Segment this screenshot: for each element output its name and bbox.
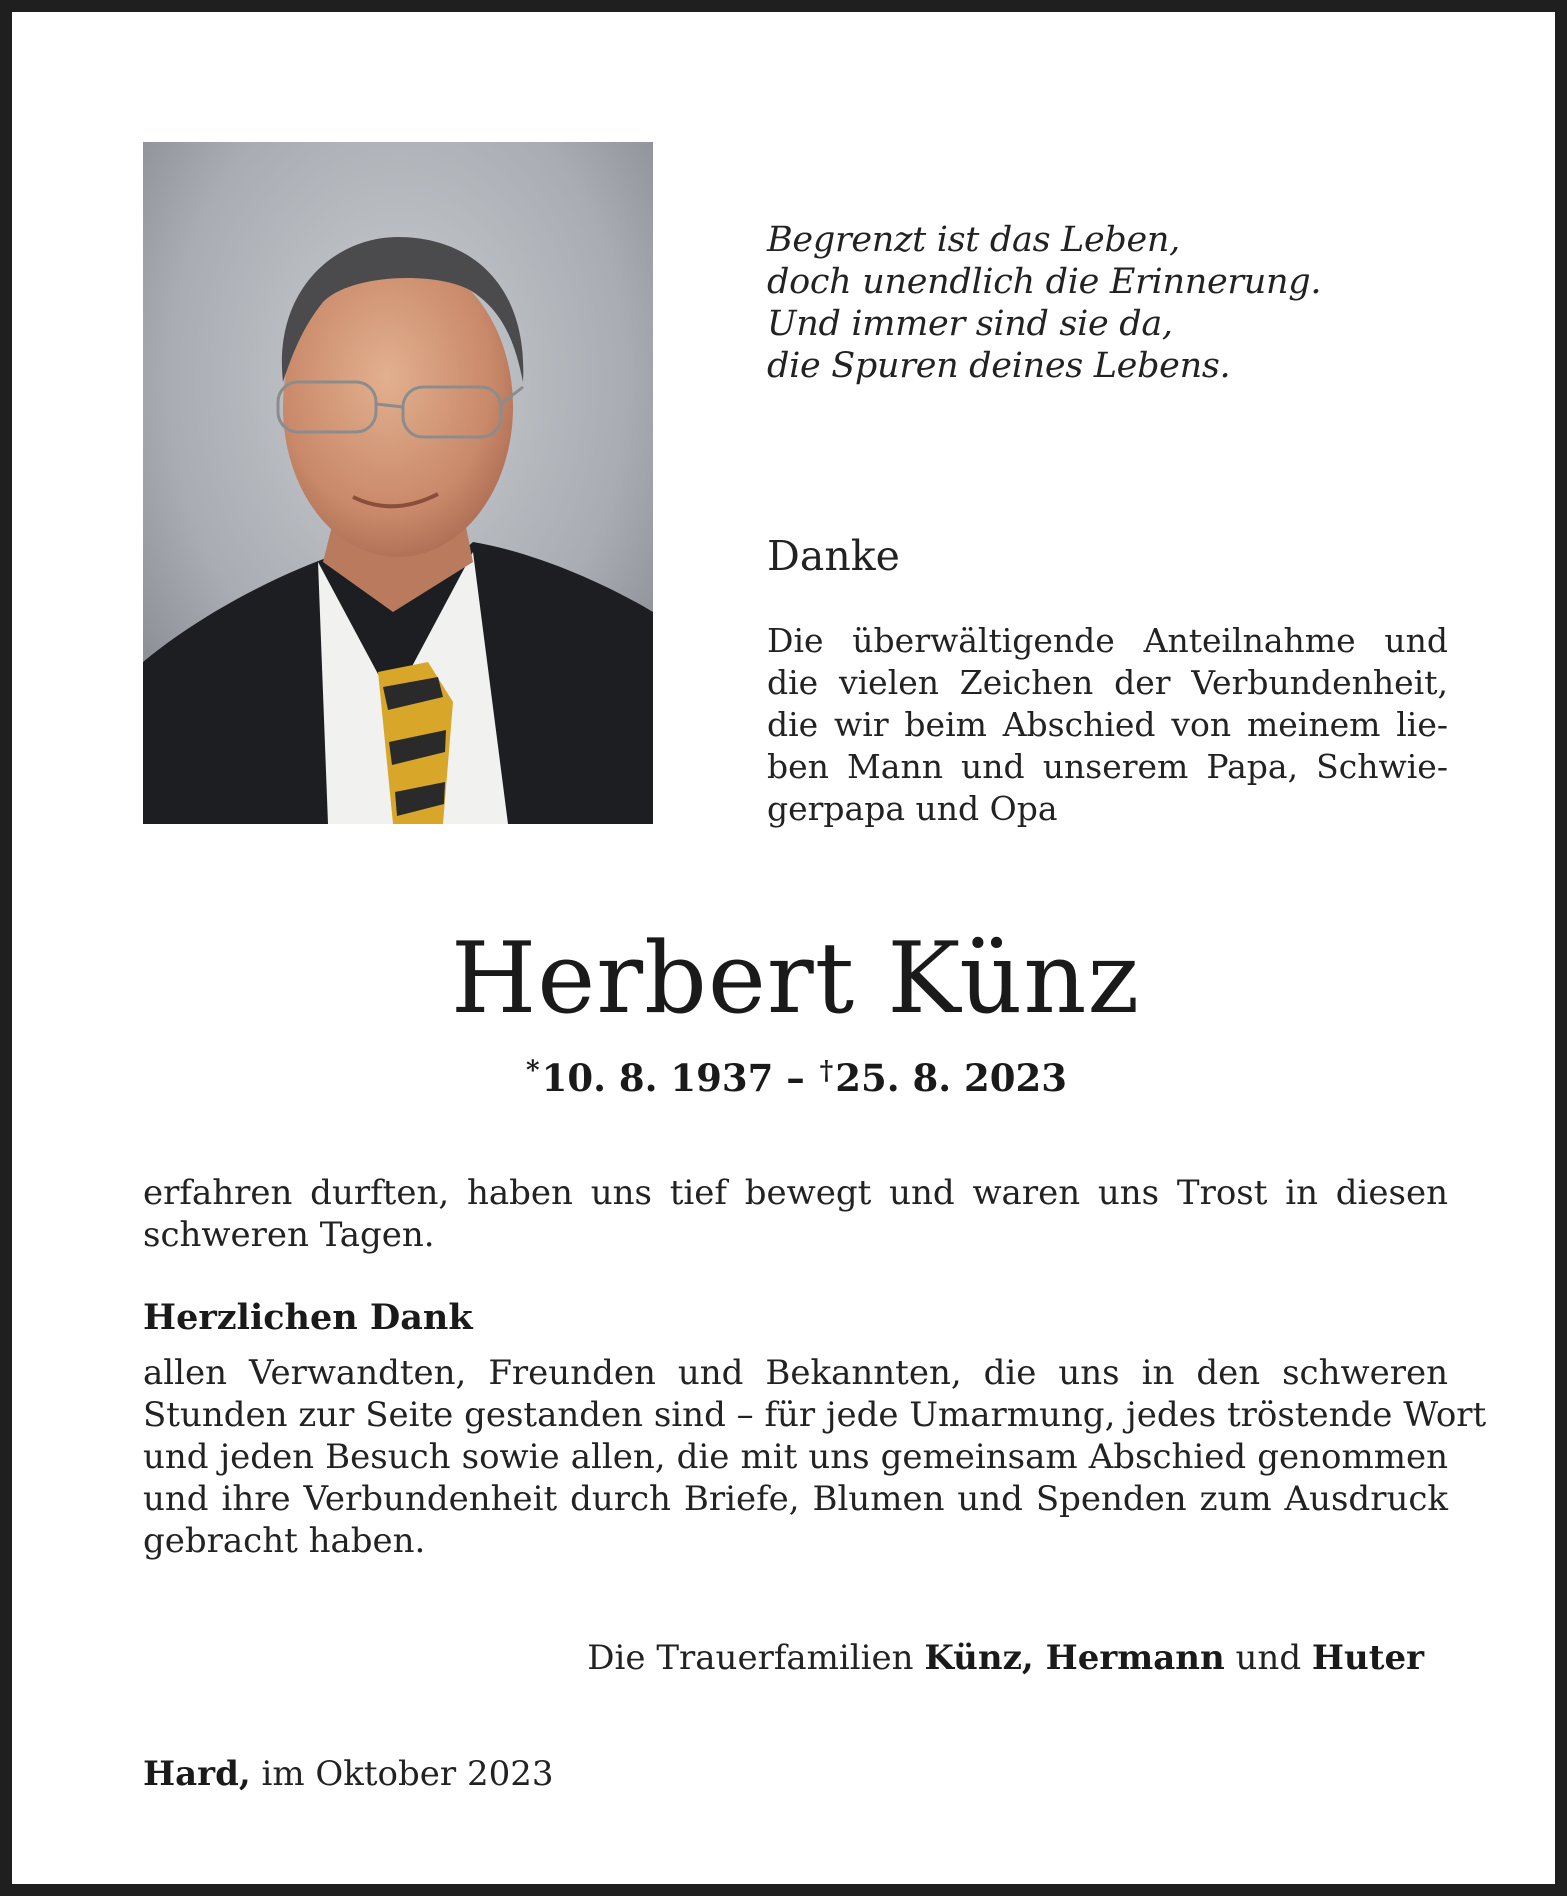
memorial-quote bbox=[767, 219, 1321, 387]
signoff-prefix: Die Trauerfamilien bbox=[587, 1638, 925, 1678]
intro-line: die wir beim Abschied von meinem lie- bbox=[767, 705, 1448, 744]
paragraph-line: gebracht haben. bbox=[143, 1521, 426, 1561]
deceased-name: Herbert Künz bbox=[450, 922, 1141, 1036]
birth-date: 10. 8. 1937 bbox=[541, 1056, 774, 1100]
intro-line: die vielen Zeichen der Verbundenheit, bbox=[767, 663, 1448, 702]
death-date: 25. 8. 2023 bbox=[835, 1056, 1067, 1100]
danke-heading: Danke bbox=[767, 532, 900, 580]
paragraph-continuation bbox=[143, 1172, 1448, 1256]
place-town: Hard, bbox=[143, 1754, 251, 1794]
birth-symbol: * bbox=[526, 1056, 540, 1086]
place-date bbox=[143, 1752, 554, 1796]
paragraph-line: erfahren durften, haben uns tief bewegt und waren uns Trost in diesen bbox=[143, 1173, 1448, 1213]
life-dates bbox=[12, 1048, 1567, 1101]
portrait-photo bbox=[143, 142, 653, 824]
intro-line: Die überwältigende Anteilnahme und bbox=[767, 621, 1448, 660]
thanks-paragraph bbox=[143, 1352, 1487, 1562]
quote-line: die Spuren deines Lebens. bbox=[767, 346, 1231, 386]
family-names-1: Künz, Hermann bbox=[924, 1638, 1225, 1678]
intro-line: gerpapa und Opa bbox=[767, 789, 1058, 828]
quote-line: Und immer sind sie da, bbox=[767, 304, 1173, 344]
quote-line: doch unendlich die Erinnerung. bbox=[767, 262, 1322, 302]
family-signoff bbox=[587, 1636, 1424, 1680]
family-names-2: Huter bbox=[1311, 1638, 1424, 1678]
intro-paragraph bbox=[767, 620, 1448, 830]
portrait-image bbox=[143, 142, 653, 824]
thanks-heading: Herzlichen Dank bbox=[143, 1297, 473, 1338]
intro-line: ben Mann und unserem Papa, Schwie- bbox=[767, 747, 1448, 786]
paragraph-line: Stunden zur Seite gestanden sind – für jede Umarmung, jedes tröstende Wort bbox=[143, 1395, 1487, 1435]
paragraph-line: und jeden Besuch sowie allen, die mit uns gemeinsam Abschied genommen bbox=[143, 1437, 1448, 1477]
paragraph-line: und ihre Verbundenheit durch Briefe, Blumen und Spenden zum Ausdruck bbox=[143, 1479, 1448, 1519]
place-date-text: im Oktober 2023 bbox=[250, 1754, 554, 1794]
signoff-joiner: und bbox=[1224, 1638, 1312, 1678]
quote-line: Begrenzt ist das Leben, bbox=[767, 220, 1180, 260]
paragraph-line: allen Verwandten, Freunden und Bekannten, die uns in den schweren bbox=[143, 1353, 1448, 1393]
date-separator: – bbox=[773, 1056, 818, 1100]
paragraph-line: schweren Tagen. bbox=[143, 1215, 435, 1255]
death-symbol: † bbox=[819, 1056, 834, 1086]
